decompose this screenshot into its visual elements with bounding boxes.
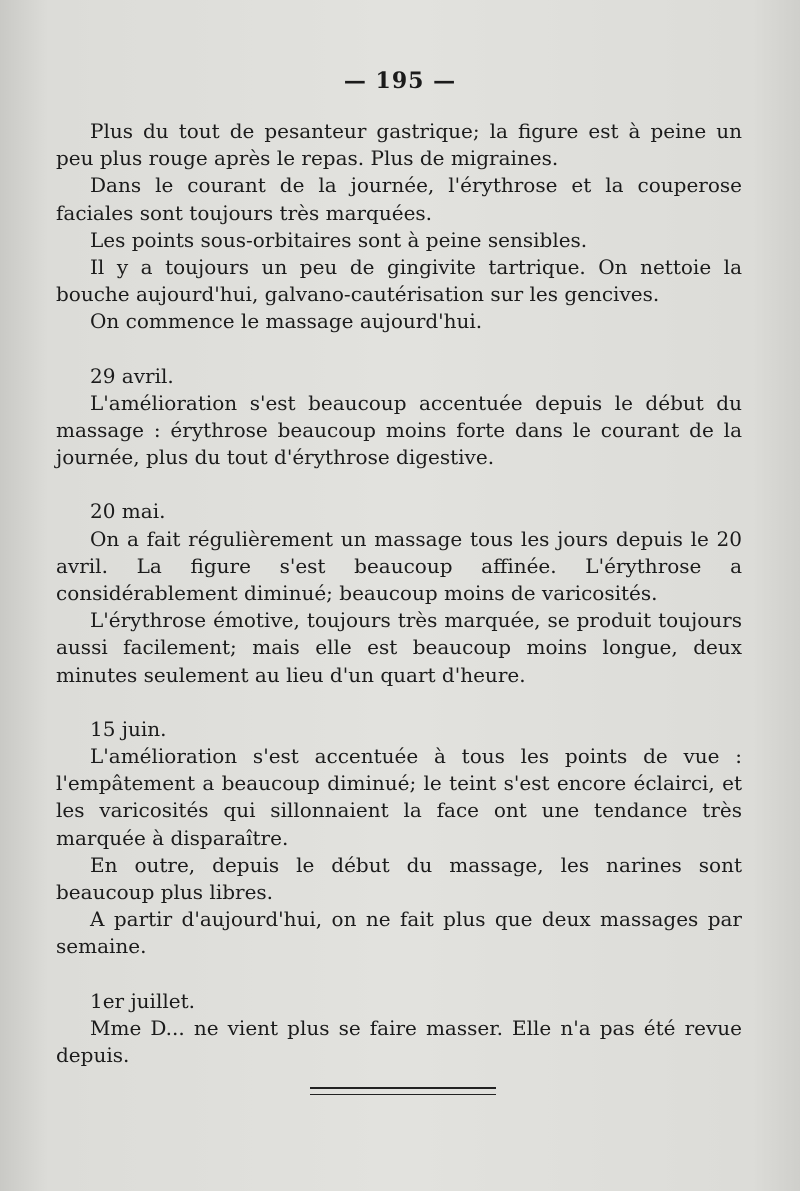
paragraph: L'amélioration s'est accentuée à tous les points de vue : l'empâtement a beaucoup diminué; le teint s'est encore éclairci, et les varicosités qui sillonnaient la face ont une tendance très marquée à disparaître. <box>56 744 742 850</box>
date-heading: 29 avril. <box>90 363 174 388</box>
paragraph: Il y a toujours un peu de gingivite tartrique. On nettoie la bouche aujourd'hui, galvano-cautérisation sur les gencives. <box>56 255 742 307</box>
paragraph: L'amélioration s'est beaucoup accentuée depuis le début du massage : érythrose beaucoup moins forte dans le courant de la journée, plus du tout d'érythrose digestive. <box>56 390 742 470</box>
paragraph: A partir d'aujourd'hui, on ne fait plus que deux massages par semaine. <box>56 907 742 959</box>
paragraph: On commence le massage aujourd'hui. <box>90 309 483 334</box>
paragraph: Les points sous-orbitaires sont à peine sensibles. <box>90 227 588 252</box>
date-heading: 1er juillet. <box>90 988 195 1013</box>
paragraph: Mme D... ne vient plus se faire masser. Elle n'a pas été revue depuis. <box>56 1015 742 1068</box>
paragraph: Dans le courant de la journée, l'érythrose et la couperose faciales sont toujours très marquées. <box>56 173 742 225</box>
body-text <box>56 118 742 1069</box>
paragraph: On a fait régulièrement un massage tous les jours depuis le 20 avril. La figure s'est beaucoup affinée. L'érythrose a considérablement diminué; beaucoup moins de varicosités. <box>56 526 742 606</box>
paragraph: L'érythrose émotive, toujours très marquée, se produit toujours aussi facilement; mais elle est beaucoup moins longue, deux minutes seulement au lieu d'un quart d'heure. <box>56 608 742 687</box>
date-heading: 15 juin. <box>90 716 167 741</box>
end-rule <box>310 1087 496 1089</box>
end-rule-secondary <box>310 1094 496 1095</box>
date-heading: 20 mai. <box>90 499 166 524</box>
paragraph: Plus du tout de pesanteur gastrique; la figure est à peine un peu plus rouge après le repas. Plus de migraines. <box>56 119 742 171</box>
page-number: — 195 — <box>343 68 457 94</box>
paragraph: En outre, depuis le début du massage, les narines sont beaucoup plus libres. <box>56 852 742 905</box>
